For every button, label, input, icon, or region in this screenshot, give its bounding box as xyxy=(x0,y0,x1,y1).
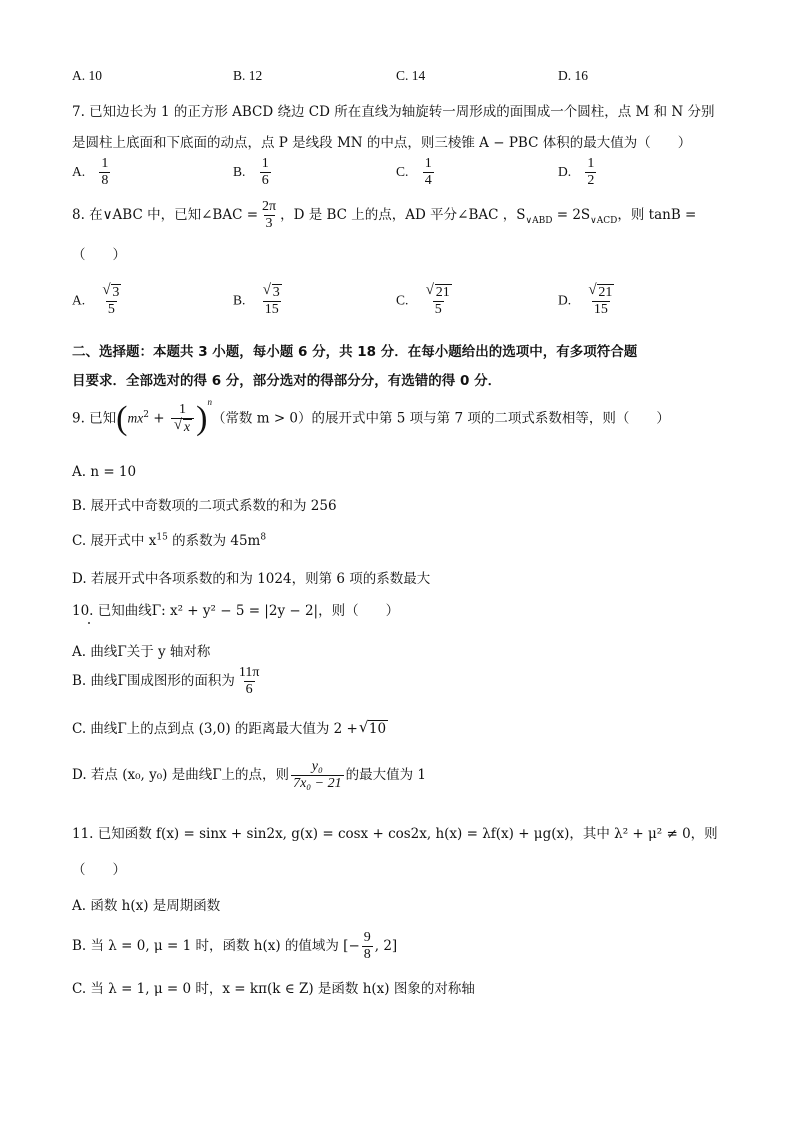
q10-stem: 10. 已知曲线Γ: x² + y² − 5 = |2y − 2|，则（ ） xyxy=(72,603,400,619)
q10-option-d: D. 若点 (x₀, y₀) 是曲线Γ上的点，则 $\frac{\text{y₀}}{\text{7x₀ − 21}}$ 的最大值为 1 xyxy=(72,759,426,792)
q6-option-d: D. 16 xyxy=(558,68,588,83)
q6-option-c: C. 14 xyxy=(396,68,426,83)
q8-option-c: C. √ $\frac{21}{5}$ xyxy=(396,284,456,318)
q9-stem: 9. 已知($mx^2$ + 1 √ x )$^n$（常数 m > 0）的展开式中第 5 项与第 7 项的二项式系数相等，则（ ） xyxy=(72,402,670,436)
q7-option-a: A. $\frac{1}{8}$ xyxy=(72,156,109,189)
q10-option-b: B. 曲线Γ围成图形的面积为 $\frac{11\pi}{6}$ xyxy=(72,665,260,698)
q7-stem-line2: 是圆柱上底面和下底面的动点，点 P 是线段 MN 的中点，则三棱锥 A − PBC 体积的最大值为（ ） xyxy=(72,135,692,151)
q6-option-a: A. 10 xyxy=(72,68,102,83)
q8-stem: 8. 在∨ABC 中，已知∠BAC = $\frac{2\pi}{3}$ ，D 是 BC 上的点，AD 平分∠BAC ，$S_{\vee ABD} = 2S_{\vee ACD}$，则 tanB = xyxy=(72,199,697,232)
q8-paren: （ ） xyxy=(72,247,126,263)
q10-option-a: A. 曲线Γ关于 y 轴对称 xyxy=(72,644,211,660)
q7-stem-line1: 7. 已知边长为 1 的正方形 ABCD 绕边 CD 所在直线为轴旋转一周形成的面围成一个圆柱，点 M 和 N 分别 xyxy=(72,104,715,120)
q8-option-b: B. √ $\frac{3}{15}$ xyxy=(233,284,286,318)
q11-option-a: A. 函数 h(x) 是周期函数 xyxy=(72,898,221,914)
q11-stem-line1: 11. 已知函数 f(x) = sinx + sin2x, g(x) = cosx + cos2x, h(x) = λf(x) + μg(x)，其中 λ² + μ² ≠ 0，则 xyxy=(72,826,718,842)
q11-option-c: C. 当 λ = 1, μ = 0 时，x = kπ(k ∈ Z) 是函数 h(x) 图象的对称轴 xyxy=(72,981,475,997)
q10-option-c: C. 曲线Γ上的点到点 (3,0) 的距离最大值为 2 +√ 10 xyxy=(72,717,388,737)
q11-paren: （ ） xyxy=(72,862,126,878)
q6-option-b: B. 12 xyxy=(233,68,263,83)
q9-option-c: C. 展开式中 $x^{15}$ 的系数为 $45m^8$ xyxy=(72,532,267,549)
stray-dot xyxy=(88,622,90,624)
q9-option-a: A. n = 10 xyxy=(72,464,137,480)
q7-option-c: C. $\frac{1}{4}$ xyxy=(396,156,432,189)
section2-heading-line1: 二、选择题：本题共 3 小题，每小题 6 分，共 18 分．在每小题给出的选项中，有多项符合题 xyxy=(72,344,638,360)
q7-option-b: B. $\frac{1}{6}$ xyxy=(233,156,269,189)
q11-option-b: B. 当 λ = 0, μ = 1 时，函数 h(x) 的值域为 [− $\frac{9}{8}$ , 2] xyxy=(72,930,398,963)
section2-heading-line2: 目要求．全部选对的得 6 分，部分选对的得部分分，有选错的得 0 分． xyxy=(72,373,502,389)
q9-option-b: B. 展开式中奇数项的二项式系数的和为 256 xyxy=(72,498,337,514)
q9-option-d: D. 若展开式中各项系数的和为 1024，则第 6 项的系数最大 xyxy=(72,571,431,587)
q8-option-a: A. √ $\frac{3}{5}$ xyxy=(72,284,125,318)
q8-option-d: D. √ $\frac{21}{15}$ xyxy=(558,284,618,318)
q7-option-d: D. $\frac{1}{2}$ xyxy=(558,156,595,189)
